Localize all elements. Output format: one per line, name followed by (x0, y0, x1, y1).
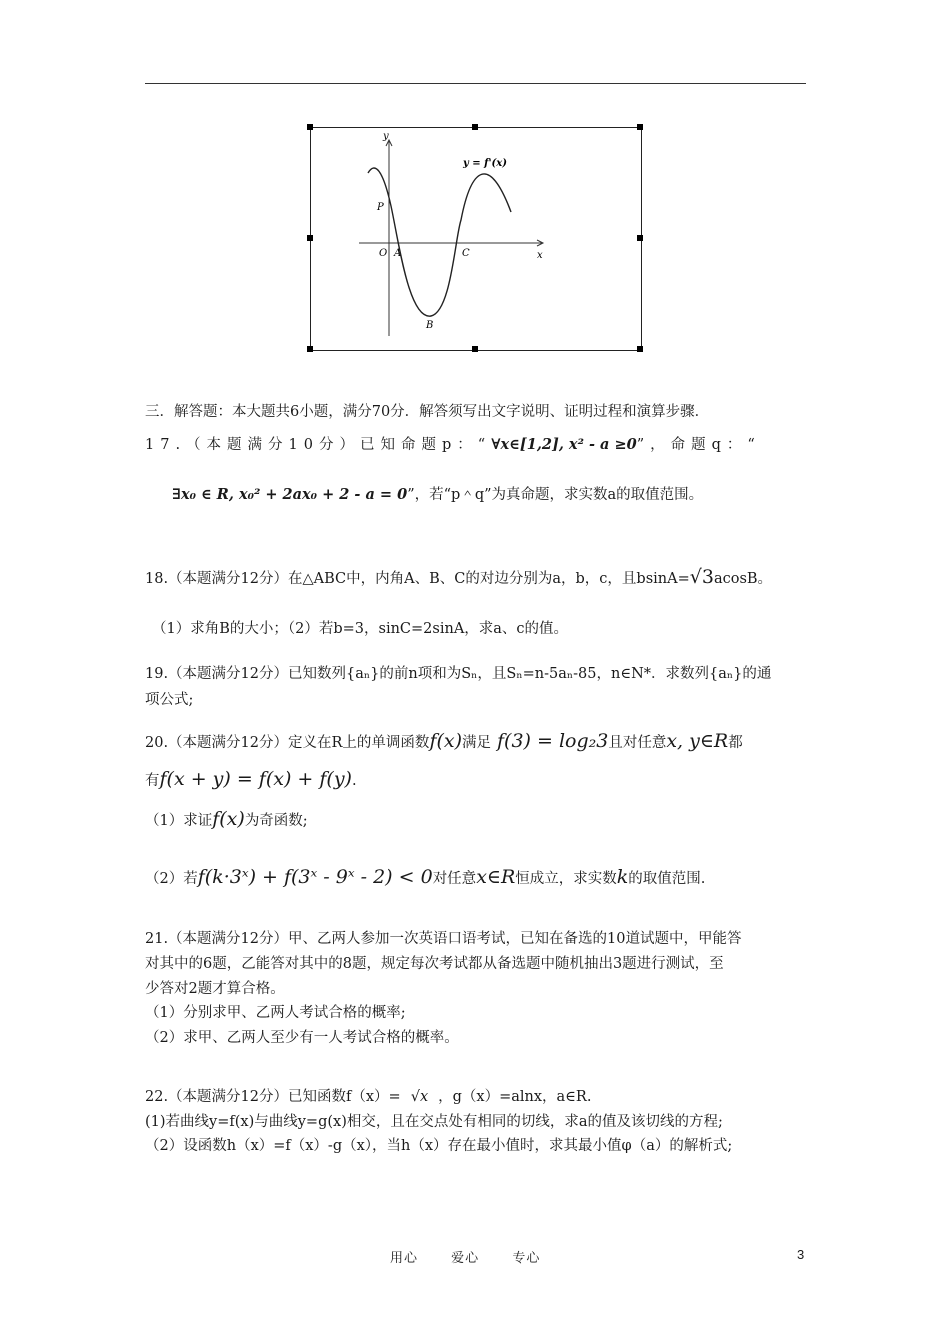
q20-you: 有 (145, 773, 160, 789)
frame-handle[interactable] (307, 124, 313, 130)
q17-prefix: 17.（本题满分10分）已知命题p：“ (145, 437, 492, 453)
q18-sqrt: √3 (689, 566, 714, 588)
q20-part2 (145, 866, 705, 890)
q22-part1: (1)若曲线y=f(x)与曲线y=g(x)相交，且在交点处有相同的切线，求a的值及该切线的方程; (145, 1114, 723, 1130)
q19-line2: 项公式; (145, 692, 194, 708)
q20-additive: f(x + y) = f(x) + f(y) (159, 768, 352, 790)
q17-mid: ”，命题q：“ (636, 437, 761, 453)
q20-text-b: 满足 (462, 735, 492, 751)
point-p-label: P (377, 202, 384, 213)
q22-line1 (145, 1086, 591, 1108)
q17-line2 (172, 484, 703, 506)
q17-p-math: ∀x∈[1,2], x² - a ≥0 (491, 436, 637, 453)
q20-line2 (145, 768, 357, 792)
q17-line1 (145, 434, 761, 456)
q20-period: . (351, 773, 357, 789)
curve-label: y = f'(x) (463, 158, 507, 169)
q18-line2: （1）求角B的大小；（2）若b=3，sinC=2sinA，求a、c的值。 (152, 621, 569, 637)
q20-xy: x, y∈R (666, 730, 729, 752)
page-number: 3 (797, 1247, 805, 1262)
q21-line3: 少答对2题才算合格。 (145, 981, 285, 997)
q20-text-c: 且对任意 (608, 735, 667, 751)
frame-handle[interactable] (307, 235, 313, 241)
q20-part1-fx: f(x) (212, 808, 245, 830)
q22-sqrtx: √x (410, 1089, 429, 1105)
point-c-label: C (462, 248, 470, 259)
frame-handle[interactable] (307, 346, 313, 352)
q22-text-a: 22.（本题满分12分）已知函数f（x）= (145, 1089, 401, 1105)
q20-part1 (145, 808, 308, 832)
q22-text-b: ，g（x）=alnx，a∈R. (438, 1089, 592, 1105)
q22-part2: （2）设函数h（x）=f（x）-g（x），当h（x）存在最小值时，求其最小值φ（a）的解析式; (145, 1138, 733, 1154)
frame-handle[interactable] (472, 124, 478, 130)
q20-k: k (616, 866, 629, 888)
q20-f3: f(3) = log₂3 (497, 730, 609, 752)
q20-part1-a: （1）求证 (145, 813, 213, 829)
section-heading: 三．解答题：本大题共6小题，满分70分．解答须写出文字说明、证明过程和演算步骤． (145, 404, 710, 420)
page-footer (390, 1247, 568, 1266)
q21-part2: （2）求甲、乙两人至少有一人考试合格的概率。 (145, 1030, 459, 1046)
footer-text-2: 爱心 (451, 1251, 480, 1266)
frame-handle[interactable] (637, 124, 643, 130)
footer-text-1: 用心 (390, 1251, 419, 1266)
q20-text-d: 都 (728, 735, 743, 751)
header-rule (145, 83, 806, 84)
y-axis-label: y (383, 131, 389, 142)
q20-fx: f(x) (429, 730, 463, 752)
frame-handle[interactable] (637, 235, 643, 241)
q17-q-math: ∃x₀ ∈ R, x₀² + 2ax₀ + 2 - a = 0 (172, 486, 408, 503)
q17-suffix: ”，若“p＾q”为真命题，求实数a的取值范围。 (407, 487, 704, 503)
x-axis-label: x (537, 250, 543, 261)
q20-part1-b: 为奇函数; (244, 813, 308, 829)
q18-line1 (145, 566, 772, 590)
frame-handle[interactable] (637, 346, 643, 352)
derivative-graph (311, 128, 641, 350)
q20-part2-c: 恒成立，求实数 (515, 871, 617, 887)
point-b-label: B (426, 320, 434, 331)
q21-part1: （1）分别求甲、乙两人考试合格的概率; (145, 1005, 406, 1021)
q18-text: 18.（本题满分12分）在△ABC中，内角A、B、C的对边分别为a，b，c，且bsinA= (145, 571, 690, 587)
q20-xR: x∈R (476, 866, 516, 888)
q20-line1 (145, 730, 743, 754)
q20-text-a: 20.（本题满分12分）定义在R上的单调函数 (145, 735, 430, 751)
q21-line2: 对其中的6题，乙能答对其中的8题，规定每次考试都从备选题中随机抽出3题进行测试，至 (145, 956, 724, 972)
footer-text-3: 专心 (512, 1251, 541, 1266)
q18-end: acosB。 (713, 571, 773, 587)
q19-line1: 19.（本题满分12分）已知数列{aₙ}的前n项和为Sₙ，且Sₙ=n-5aₙ-85，n∈N*．求数列{aₙ}的通 (145, 666, 772, 682)
point-a-label: A (394, 248, 402, 259)
q20-part2-d: 的取值范围. (628, 871, 706, 887)
figure-frame (310, 127, 642, 351)
q20-part2-a: （2）若 (145, 871, 198, 887)
origin-label: O (379, 248, 388, 259)
q20-part2-b: 对任意 (432, 871, 477, 887)
q21-line1: 21.（本题满分12分）甲、乙两人参加一次英语口语考试，已知在备选的10道试题中，甲能答 (145, 931, 742, 947)
frame-handle[interactable] (472, 346, 478, 352)
q20-inequality: f(k·3ˣ) + f(3ˣ - 9ˣ - 2) < 0 (197, 866, 433, 888)
